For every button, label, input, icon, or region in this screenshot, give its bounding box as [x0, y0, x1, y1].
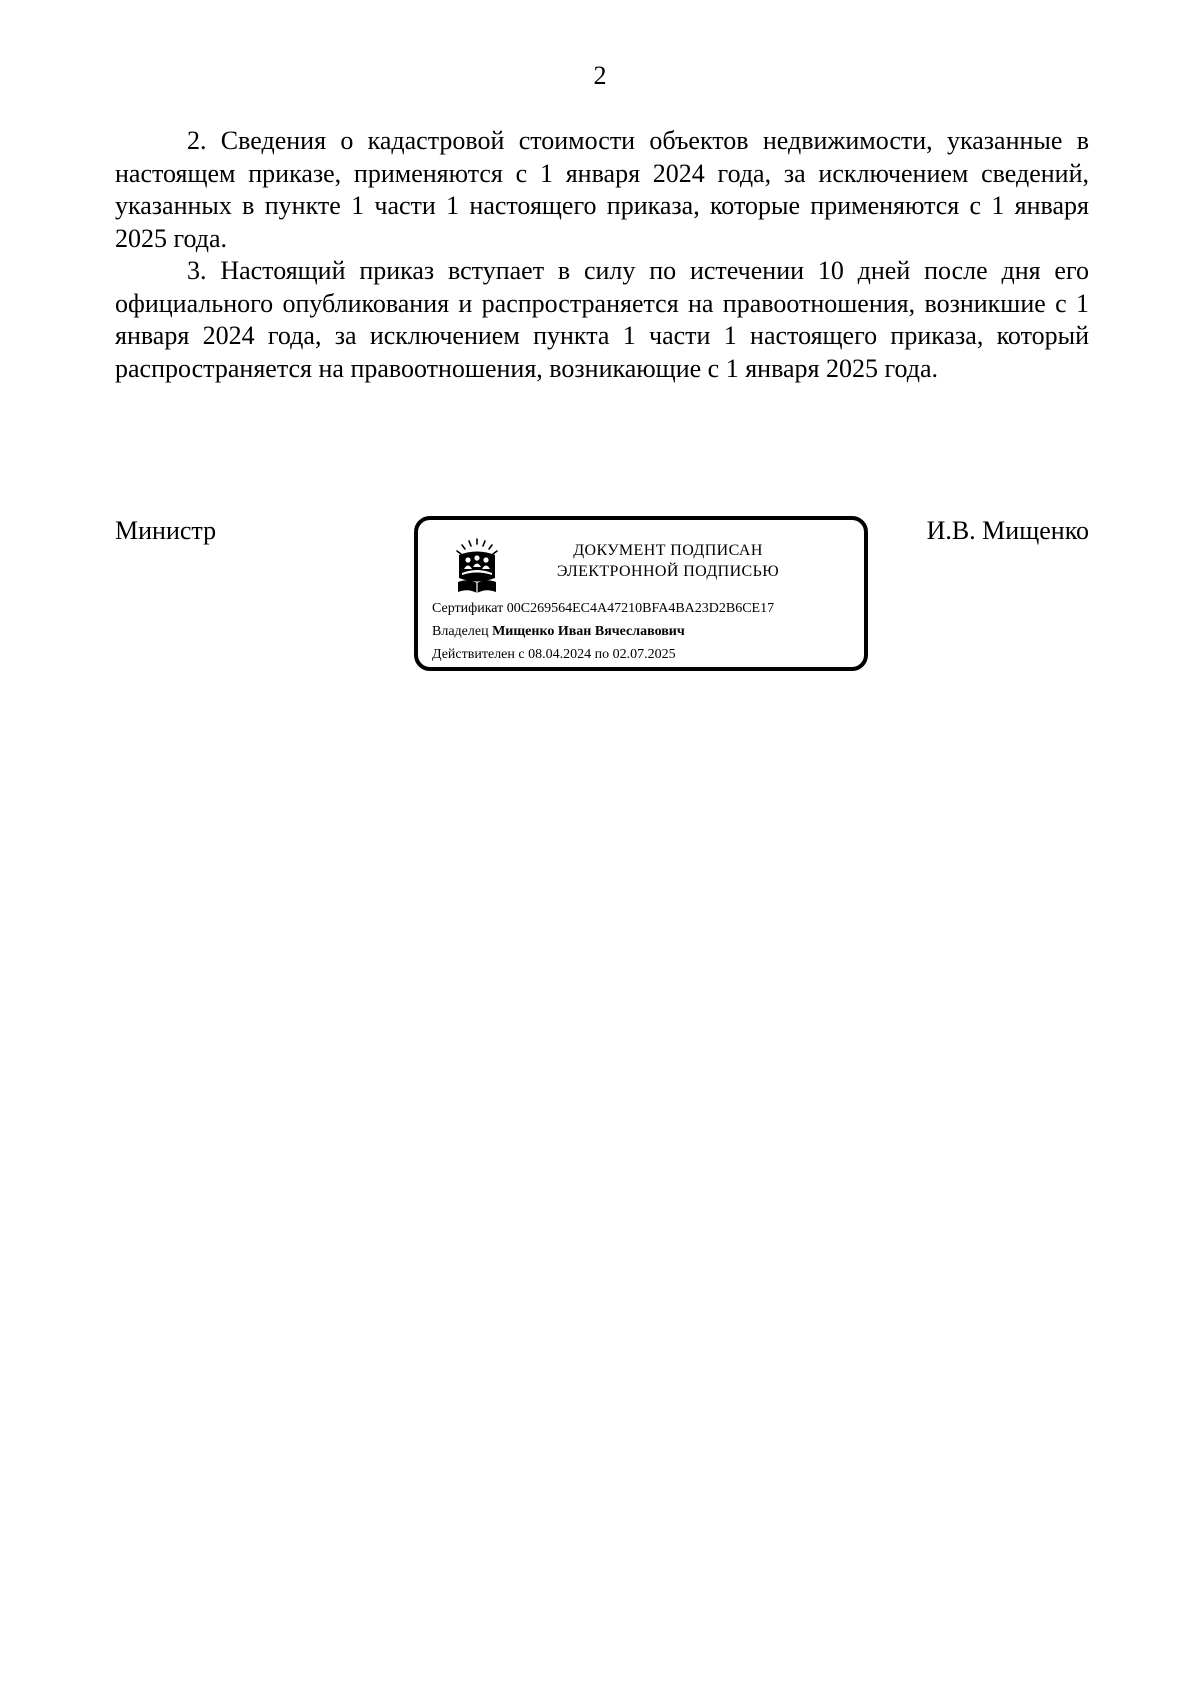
certificate-value: 00C269564EC4A47210BFA4BA23D2B6CE17	[506, 601, 775, 616]
paragraph-2: 2. Сведения о кадастровой стоимости объектов недвижимости, указанные в настоящем приказе, применяются с 1 января 2024 года, за исключением сведений, указанных в пункте 1 части 1 настоящего приказа, которые применяются с 1 января 2025 года.	[115, 126, 1089, 253]
electronic-signature-stamp	[414, 516, 868, 671]
signer-title: Министр	[115, 516, 217, 545]
valid-to-date: 02.07.2025	[612, 647, 676, 662]
valid-from-date: 08.04.2024	[528, 647, 592, 662]
paragraph-3: 3. Настоящий приказ вступает в силу по истечении 10 дней после дня его официального опубликования и распространяется на правоотношения, возникшие с 1 января 2024 года, за исключением пункта 1 части 1 настоящего приказа, который распространяется на правоотношения, возникающие с 1 января 2025 года.	[115, 256, 1089, 383]
coat-of-arms-icon	[454, 538, 500, 594]
stamp-heading-line-1: ДОКУМЕНТ ПОДПИСАН	[573, 542, 763, 559]
certificate-label: Сертификат	[432, 601, 504, 616]
page-number: 2	[593, 61, 607, 90]
valid-to-label: по	[594, 647, 610, 662]
signer-name: И.В. Мищенко	[926, 516, 1089, 545]
stamp-certificate	[432, 600, 774, 618]
owner-value: Мищенко Иван Вячеславович	[492, 624, 685, 639]
stamp-heading	[518, 540, 818, 582]
document-body	[115, 125, 1089, 385]
owner-label: Владелец	[432, 624, 489, 639]
stamp-heading-line-2: ЭЛЕКТРОННОЙ ПОДПИСЬЮ	[556, 563, 780, 580]
stamp-owner	[432, 623, 685, 641]
stamp-validity	[432, 646, 676, 664]
valid-from-label: Действителен с	[432, 647, 525, 662]
